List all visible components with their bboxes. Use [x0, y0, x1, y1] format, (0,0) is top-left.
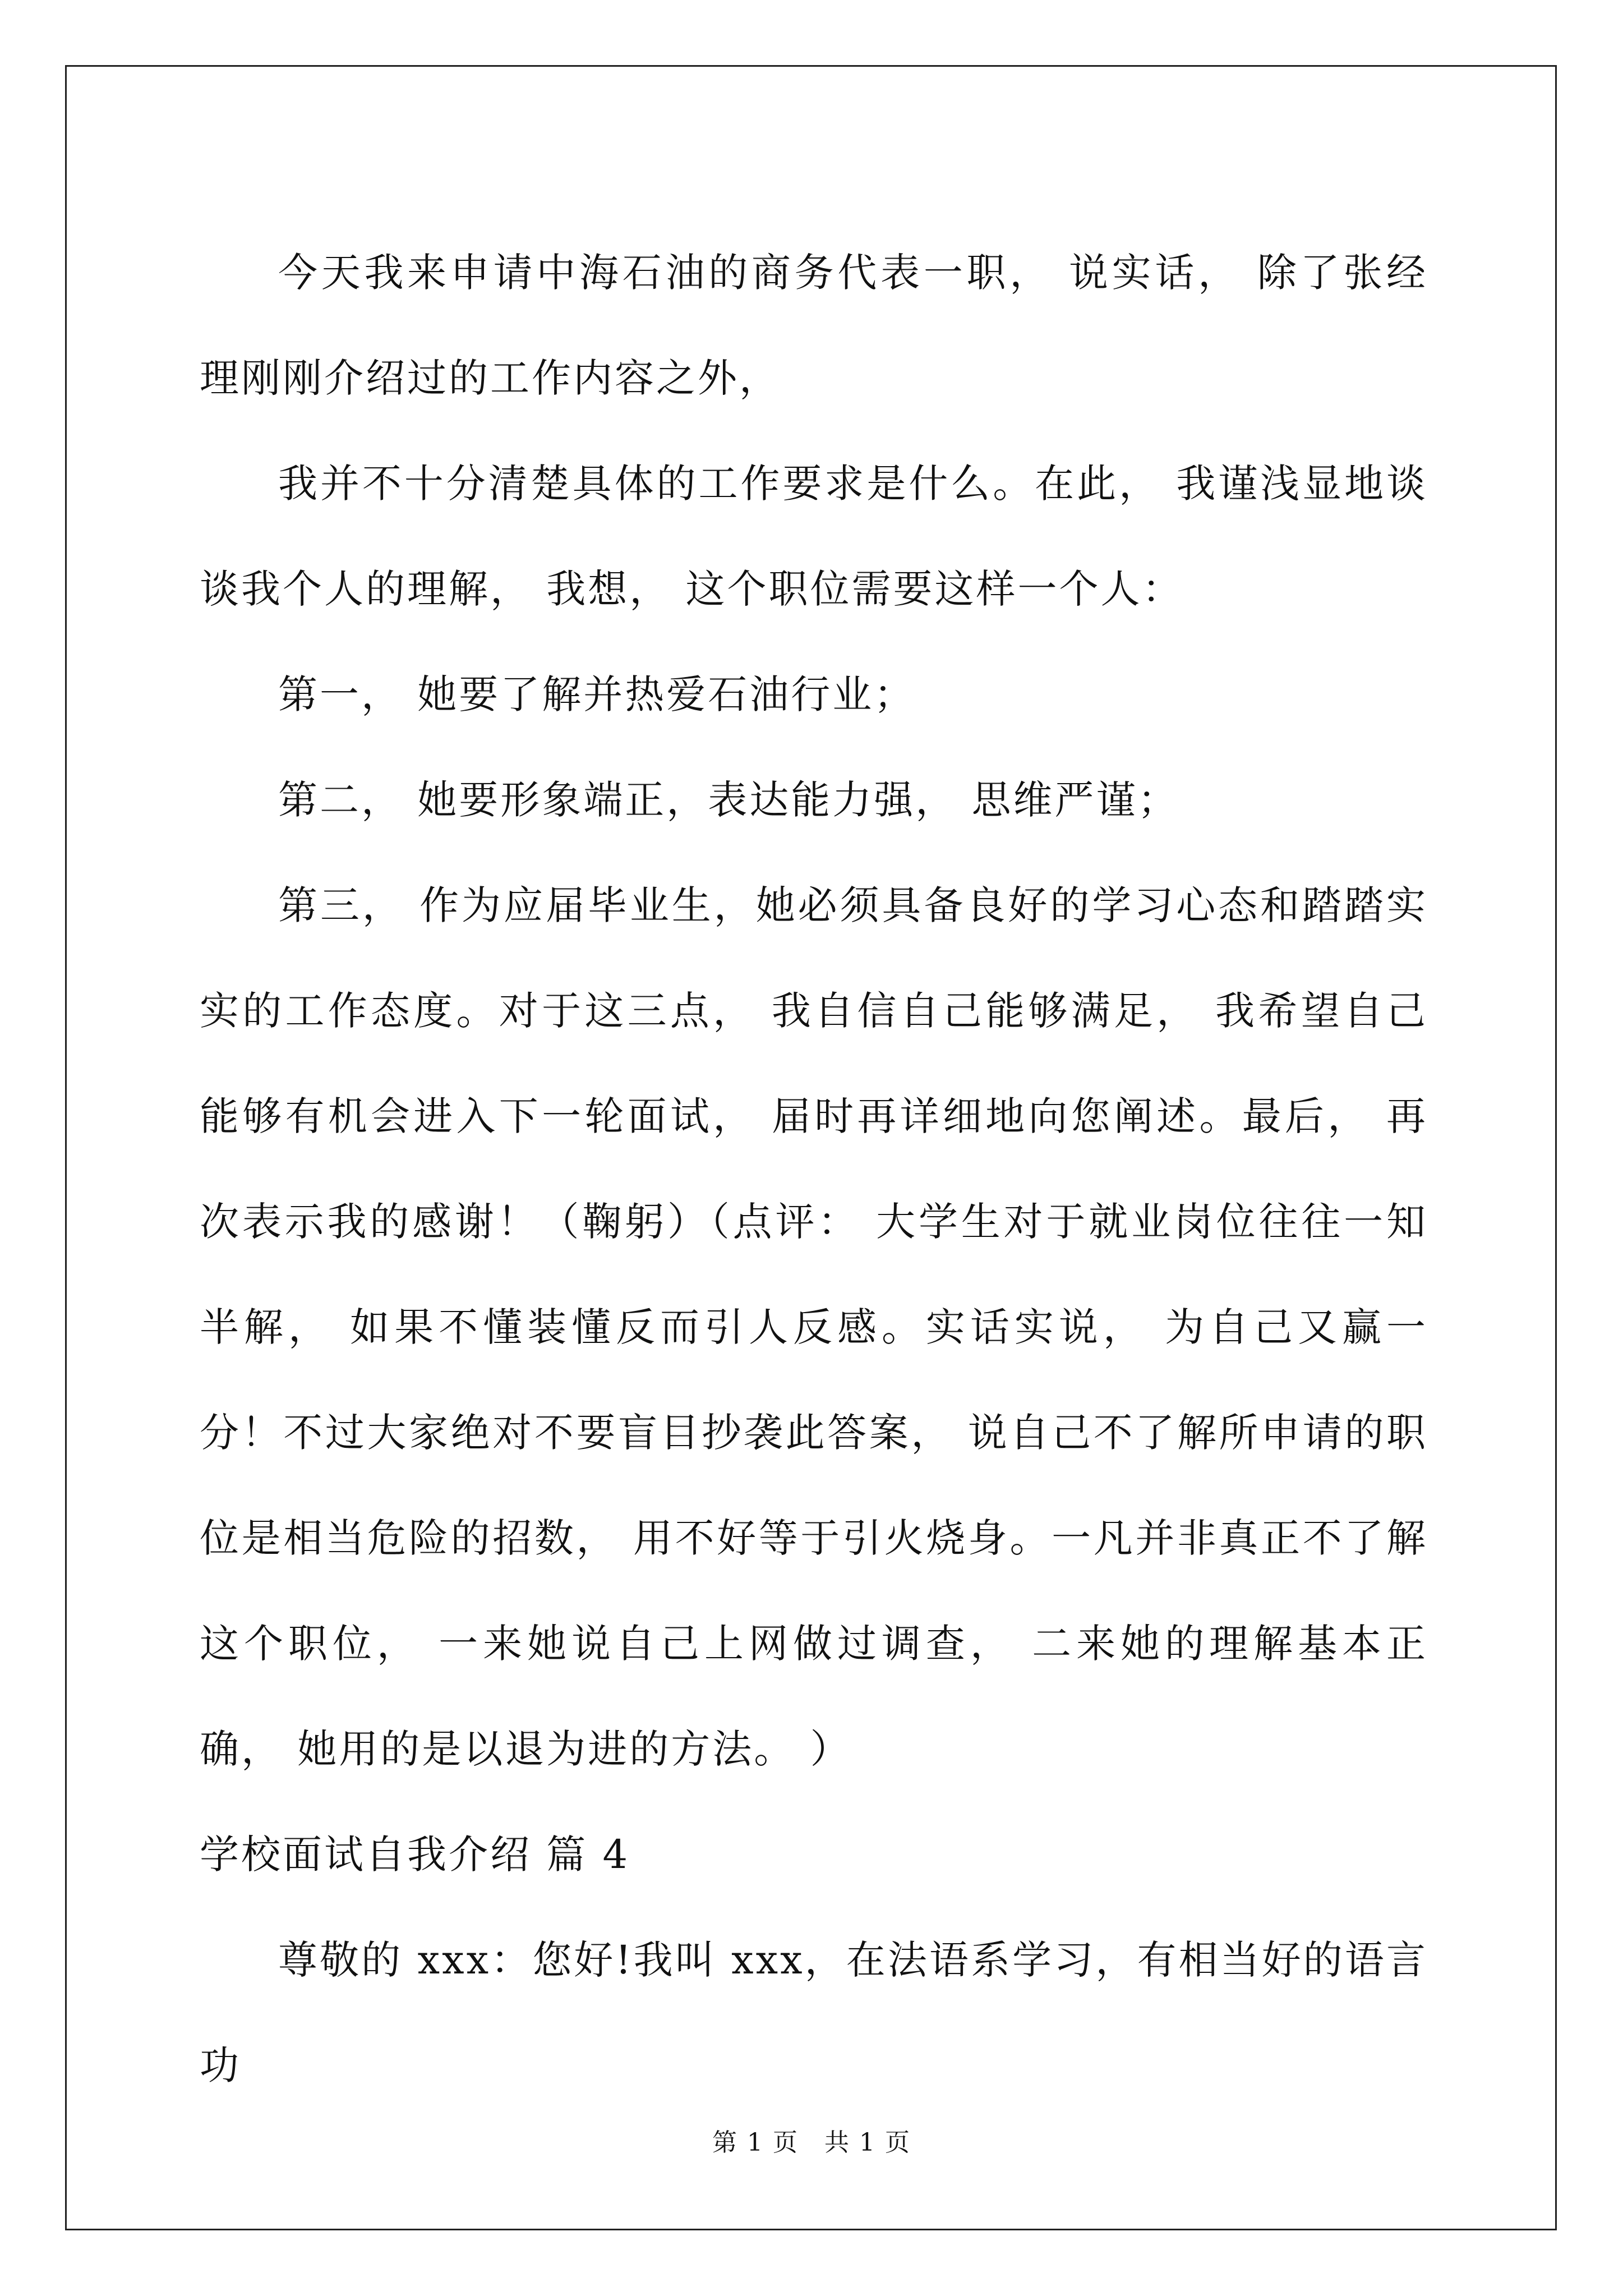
section-heading: 学校面试自我介绍 篇 4 — [200, 1832, 630, 1878]
paragraph-point-one: 第一， 她要了解并热爱石油行业； — [278, 671, 916, 717]
paragraph-point-three: 第三， 作为应届毕业生，她必须具备良好的学习心态和踏踏实实的工作态度。对于这三点， 我自信自己能够满足， 我希望自己能够有机会进入下一轮面试， 届时再详细地向您阐述。最后， 再次表示我的感谢！（鞠躬）（点评： 大学生对于就业岗位往往一知半解， 如果不懂装懂反而引人反感。实话实说， 为自己又赢一分！不过大家绝对不要盲目抄袭此答案， 说自己不了解所申请的职位是相当危险的招数， 用不好等于引火烧身。一凡并非真正不了解这个职位， 一来她说自己上网做过调查， 二来她的理解基本正确， 她用的是以退为进的方法。 ） — [200, 882, 1428, 1772]
paragraph-point-two: 第二， 她要形象端正，表达能力强， 思维严谨； — [278, 777, 1179, 823]
paragraph-greeting: 尊敬的 xxx：您好!我叫 xxx，在法语系学习，有相当好的语言功 — [200, 1937, 1428, 2088]
paragraph-understanding: 我并不十分清楚具体的工作要求是什么。在此， 我谨浅显地谈谈我个人的理解， 我想， 这个职位需要这样一个人： — [200, 461, 1428, 612]
paragraph-intro: 今天我来申请中海石油的商务代表一职， 说实话， 除了张经理刚刚介绍过的工作内容之外， — [200, 250, 1428, 401]
document-body — [200, 220, 1428, 2118]
page-number-footer: 第 1 页 共 1 页 — [712, 2128, 911, 2157]
